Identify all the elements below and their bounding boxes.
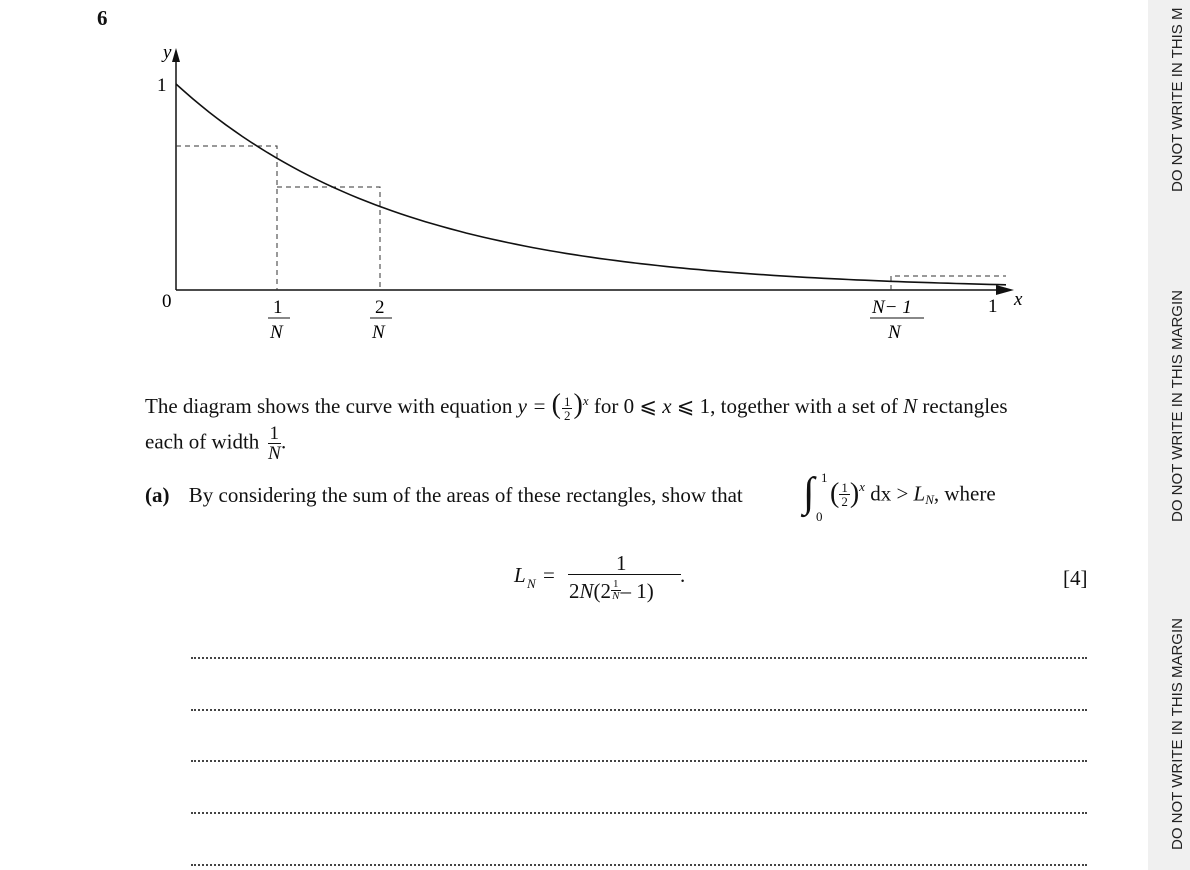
formula-bar	[568, 574, 681, 575]
tick-2-num: 2	[375, 297, 385, 318]
formula-den-a: 2	[569, 579, 580, 603]
rectangles	[176, 146, 1006, 290]
intro-x: x	[662, 394, 672, 418]
integral-L: L	[913, 481, 926, 506]
tick-n-den: N	[888, 322, 901, 343]
integral-upper: 1	[821, 470, 828, 485]
integral-dx: dx >	[870, 481, 914, 506]
intro-line-1	[145, 389, 1008, 423]
intro-y-eq: y =	[517, 394, 547, 418]
intro-n: N	[903, 394, 918, 418]
margin-text-top: DO NOT WRITE IN THIS M	[1169, 7, 1186, 192]
intro-line2: each of width	[145, 429, 260, 454]
integral-lower: 0	[816, 509, 823, 524]
answer-line-1[interactable]	[191, 657, 1087, 659]
integral-half	[839, 481, 850, 508]
part-a-text: By considering the sum of the areas of these rectangles, show that	[188, 483, 743, 507]
x-axis-arrow	[996, 285, 1014, 295]
intro-half	[562, 395, 573, 422]
intro-half-den: 2	[563, 407, 571, 423]
integral-half-num: 1	[841, 479, 848, 495]
formula-den-n: N	[579, 579, 594, 603]
intro-part1: The diagram shows the curve with equation	[145, 394, 518, 418]
integral-exp: x	[859, 479, 865, 494]
curve	[176, 84, 1006, 285]
intro-line-2	[145, 424, 286, 463]
intro-end: .	[281, 429, 287, 454]
rectangle-2	[277, 187, 380, 290]
formula-den-b: (2	[593, 579, 612, 603]
margin-text-1: DO NOT WRITE IN THIS MARGIN	[1169, 290, 1186, 522]
integral-body	[830, 480, 996, 508]
margin-text-2: DO NOT WRITE IN THIS MARGIN	[1169, 618, 1186, 850]
formula-den-exp-den: N	[612, 590, 620, 602]
answer-line-3[interactable]	[191, 760, 1087, 762]
formula	[514, 553, 714, 613]
tick-1-den: N	[270, 322, 283, 343]
question-number: 6	[97, 6, 108, 30]
intro-part3: ⩽ 1, together with a set of	[671, 394, 904, 418]
formula-den	[569, 578, 654, 603]
integral-paren-close: )	[849, 478, 860, 510]
intro-paren-close: )	[573, 389, 583, 421]
intro-width-num: 1	[269, 423, 280, 444]
intro-part2: for 0 ⩽	[588, 394, 663, 418]
y-axis-arrow	[172, 48, 180, 62]
answer-line-5[interactable]	[191, 864, 1087, 866]
formula-L: L	[514, 563, 526, 587]
y-tick-one: 1	[157, 75, 167, 96]
tick-n-num: N− 1	[872, 297, 912, 318]
rectangle-1	[176, 146, 277, 290]
intro-width-den: N	[267, 443, 281, 464]
formula-den-exp	[611, 579, 621, 602]
part-a-label: (a)	[145, 483, 170, 507]
formula-num: 1	[616, 551, 627, 575]
tick-2-den: N	[372, 322, 385, 343]
formula-end: .	[680, 563, 686, 587]
formula-L-sub: N	[527, 576, 536, 591]
diagram	[0, 0, 1140, 350]
integral-half-den: 2	[841, 493, 848, 509]
origin-label: 0	[162, 291, 172, 312]
integral-L-sub: N	[925, 492, 934, 508]
intro-width-frac	[268, 424, 282, 463]
formula-eq: =	[543, 563, 555, 587]
intro-half-num: 1	[563, 393, 571, 409]
integral-paren-open: (	[830, 478, 840, 510]
intro-paren-open: (	[551, 389, 561, 421]
integral-sign: ∫	[803, 470, 815, 516]
answer-line-4[interactable]	[191, 812, 1087, 814]
answer-line-2[interactable]	[191, 709, 1087, 711]
part-a-line	[145, 485, 743, 506]
formula-den-c: – 1)	[620, 579, 654, 603]
formula-den-exp-num: 1	[613, 578, 619, 590]
intro-exp: x	[582, 393, 589, 408]
tick-1-num: 1	[273, 297, 283, 318]
part-a-where: , where	[933, 481, 996, 506]
intro-part4: rectangles	[917, 394, 1008, 418]
y-axis-label: y	[163, 42, 172, 63]
x-tick-one: 1	[988, 296, 998, 317]
marks: [4]	[1063, 566, 1088, 590]
x-axis-label: x	[1014, 289, 1023, 310]
